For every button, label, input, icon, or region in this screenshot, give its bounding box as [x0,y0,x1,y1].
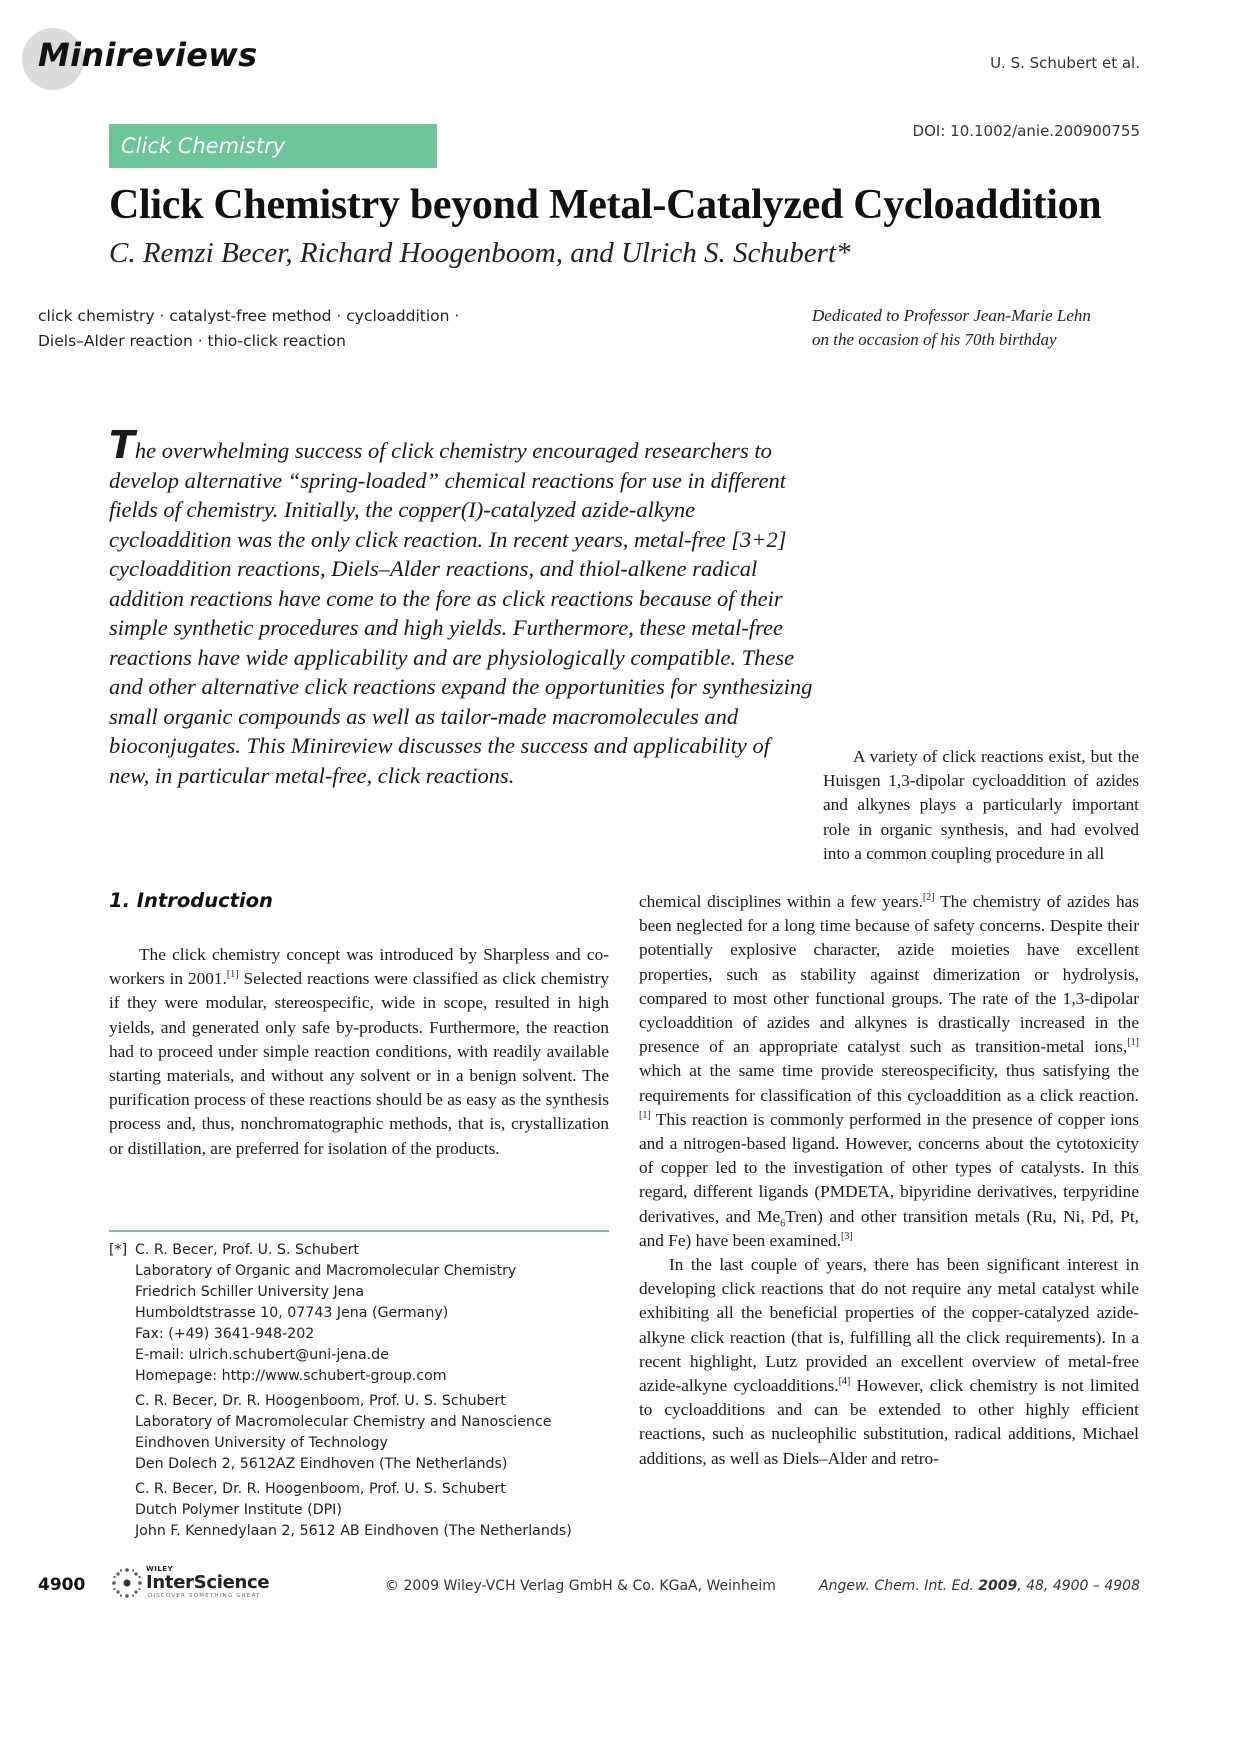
keywords-line: Diels–Alder reaction · thio-click reaction [38,332,346,350]
logo-text: InterScience [146,1572,270,1593]
paragraph: In the last couple of years, there has been significant interest in developing click reactions that do not require any metal catalyst while exhibiting all the beneficial properties of the copper-catalyzed azide-alkyne click reaction (that is, fulfilling all the click requirements). In a recent highlight, Lutz provided an excellent overview of metal-free azide-alkyne cycloadditions.[4] However, click chemistry is not limited to cycloadditions and can be extended to other highly efficient reactions, such as nucleophilic substitution, radical additions, Michael additions, as well as Diels–Alder and retro- [639,1255,1139,1468]
citation-ref[interactable]: [1] [639,1110,651,1122]
paragraph: chemical disciplines within a few years.[2] The chemistry of azides has been neglected for a long time because of safety concerns. Despite their potentially explosive character, azide moieties have excellent properties, such as stability against dimerization or hydrolysis, compared to most other functional groups. The rate of the 1,3-dipolar cycloaddition of azides and alkynes is drastically increased in the presence of an appropriate catalyst such as transition-metal ions,[1] which at the same time provide stereospecificity, thus satisfying the requirements for classification of this cycloaddition as a click reaction.[1] This reaction is commonly performed in the presence of copper ions and a nitrogen-based ligand. However, concerns about the cytotoxicity of copper led to the investigation of other types of catalysts. In this regard, different ligands (PMDETA, bipyridine derivatives, terpyridine derivatives, and $Me_6Tren$) and other transition metals (Ru, Ni, Pd, Pt, and Fe) have been examined.[3] [639,892,1140,1250]
article-authors: C. Remzi Becer, Richard Hoogenboom, and Ulrich S. Schubert* [109,237,851,269]
citation-ref[interactable]: [1] [1127,1037,1139,1049]
citation-ref[interactable]: [3] [841,1231,853,1243]
abstract [109,423,814,790]
affiliation-block: C. R. Becer, Dr. R. Hoogenboom, Prof. U. S. Schubert Laboratory of Macromolecular Chemistry and Nanoscience Eindhoven University of Technology Den Dolech 2, 5612AZ Eindhoven (The Netherlands) [135,1393,552,1472]
dedication-line: on the occasion of his 70th birthday [812,330,1057,349]
abstract-dropcap: T [109,423,135,467]
citation-ref[interactable]: [4] [838,1376,851,1388]
running-author: U. S. Schubert et al. [990,54,1140,72]
homepage-link[interactable]: Homepage: http://www.schubert-group.com [135,1368,447,1384]
introduction-text [109,943,609,1161]
subscript: 6 [780,1218,786,1230]
right-column-top [823,745,1139,866]
copyright: © 2009 Wiley-VCH Verlag GmbH & Co. KGaA, Weinheim [385,1578,776,1594]
affiliation-marker: [*] [109,1242,128,1258]
topic-label: Click Chemistry [109,124,437,168]
affiliation-block: C. R. Becer, Prof. U. S. Schubert Laboratory of Organic and Macromolecular Chemistry Friedrich Schiller University Jena Humboldtstrasse 10, 07743 Jena (Germany) Fax: (+49) 3641-948-202 E-mail: ulrich.schubert@uni-jena.de Homepage: http://www.schubert-group.com [135,1240,629,1387]
citation-ref[interactable]: [1] [226,969,239,981]
section-heading: 1. Introduction [109,889,273,912]
keywords [38,304,459,354]
right-column [639,890,1139,1471]
keywords-line: click chemistry · catalyst-free method · cycloaddition · [38,307,460,325]
footnote-divider [109,1230,609,1232]
dedication-line: Dedicated to Professor Jean-Marie Lehn [812,306,1091,325]
article-title: Click Chemistry beyond Metal-Catalyzed Cycloaddition [109,182,1102,228]
affiliation-block: C. R. Becer, Dr. R. Hoogenboom, Prof. U. S. Schubert Dutch Polymer Institute (DPI) John F. Kennedylaan 2, 5612 AB Eindhoven (The Netherlands) [135,1481,572,1539]
journal-year: 2009 [978,1578,1018,1594]
logo-tagline: DISCOVER SOMETHING GREAT [148,1593,261,1599]
affiliations [109,1240,629,1542]
doi[interactable]: DOI: 10.1002/anie.200900755 [912,122,1140,140]
logo-mark-icon [110,1566,144,1600]
dedication [812,304,1091,352]
page-number: 4900 [38,1575,86,1595]
paragraph: A variety of click reactions exist, but the Huisgen 1,3-dipolar cycloaddition of azides and alkynes plays a particularly important role in organic synthesis, and had evolved into a common coupling procedure in all [823,747,1139,863]
journal-citation: Angew. Chem. Int. Ed. 2009, 48, 4900 – 4908 [819,1578,1140,1594]
interscience-logo [110,1564,275,1602]
citation-ref[interactable]: [2] [922,892,935,904]
section-name: Minireviews [38,36,258,74]
abstract-text: he overwhelming success of click chemistry encouraged researchers to develop alternative “spring-loaded” chemical reactions for use in different fields of chemistry. Initially, the copper(I)-catalyzed azide-alkyne cycloaddition was the only click reaction. In recent years, metal-free [3+2] cycloaddition reactions, Diels–Alder reactions, and thiol-alkene radical addition reactions have come to the fore as click reactions because of their simple synthetic procedures and high yields. Furthermore, these metal-free reactions have wide applicability and are physiologically compatible. These and other alternative click reactions expand the opportunities for synthesizing small organic compounds as well as tailor-made macromolecules and bioconjugates. This Minireview discusses the success and applicability of new, in particular metal-free, click reactions. [109,438,813,788]
email-link[interactable]: E-mail: ulrich.schubert@uni-jena.de [135,1347,389,1363]
paragraph: The click chemistry concept was introduced by Sharpless and co-workers in 2001.[1] Selected reactions were classified as click chemistry if they were modular, stereospecific, wide in scope, resulted in high yields, and generated only safe by-products. Furthermore, the reaction had to proceed under simple reaction conditions, with readily available starting materials, and without any solvent or in a benign solvent. The purification process of these reactions should be as easy as the synthesis process and, thus, nonchromatographic methods, that is, crystallization or distillation, are preferred for isolation of the products. [109,945,609,1158]
logo-wiley: WILEY [146,1565,174,1573]
